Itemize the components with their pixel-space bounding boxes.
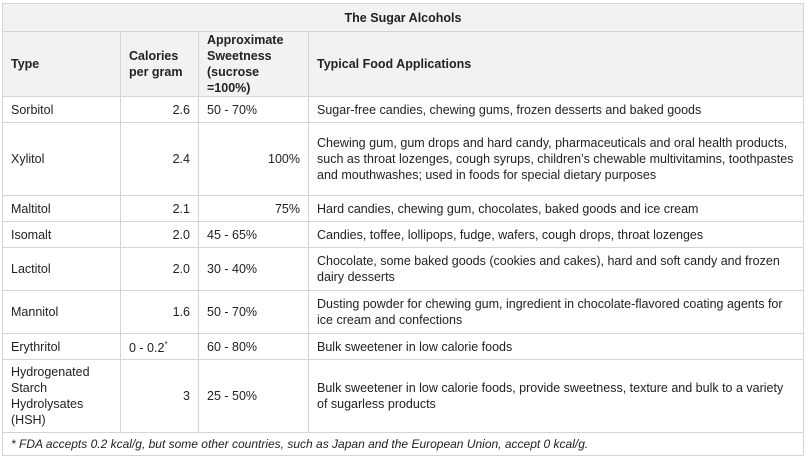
cell-sweetness: 50 - 70% — [199, 97, 309, 123]
cell-calories: 2.4 — [121, 123, 199, 196]
header-calories: Calories per gram — [121, 32, 199, 97]
table-row — [3, 360, 804, 433]
table-title: The Sugar Alcohols — [3, 4, 804, 32]
cell-sweetness: 45 - 65% — [199, 222, 309, 248]
cell-sweetness: 50 - 70% — [199, 291, 309, 334]
table-footnote-row — [3, 433, 804, 456]
table-header-row — [3, 32, 804, 97]
table-row — [3, 222, 804, 248]
table-row — [3, 196, 804, 222]
cell-applications: Chocolate, some baked goods (cookies and cakes), hard and soft candy and frozen dairy desserts — [309, 248, 804, 291]
table-row — [3, 97, 804, 123]
cell-type: Maltitol — [3, 196, 121, 222]
cell-sweetness: 60 - 80% — [199, 334, 309, 360]
footnote-marker: * — [164, 339, 168, 349]
calories-value: 0 - 0.2 — [129, 341, 165, 356]
cell-applications: Bulk sweetener in low calorie foods — [309, 334, 804, 360]
cell-calories: 2.0 — [121, 248, 199, 291]
table-title-row — [3, 4, 804, 32]
cell-applications: Chewing gum, gum drops and hard candy, pharmaceuticals and oral health products, such as throat lozenges, cough syrups, children’s chewable multivitamins, toothpastes and mouthwashes; used in foods for special dietary purposes — [309, 123, 804, 196]
table-row — [3, 334, 804, 360]
sugar-alcohols-table — [2, 3, 804, 456]
table-row — [3, 248, 804, 291]
cell-applications: Hard candies, chewing gum, chocolates, baked goods and ice cream — [309, 196, 804, 222]
cell-calories: 1.6 — [121, 291, 199, 334]
table-footnote: * FDA accepts 0.2 kcal/g, but some other countries, such as Japan and the European Union, accept 0 kcal/g. — [3, 433, 804, 456]
cell-type: Xylitol — [3, 123, 121, 196]
sugar-alcohols-table-container — [2, 3, 804, 456]
cell-calories: 2.1 — [121, 196, 199, 222]
header-applications: Typical Food Applications — [309, 32, 804, 97]
table-row — [3, 291, 804, 334]
cell-sweetness: 25 - 50% — [199, 360, 309, 433]
cell-applications: Candies, toffee, lollipops, fudge, wafers, cough drops, throat lozenges — [309, 222, 804, 248]
cell-calories: 2.6 — [121, 97, 199, 123]
cell-calories: 3 — [121, 360, 199, 433]
cell-applications: Dusting powder for chewing gum, ingredient in chocolate-flavored coating agents for ice cream and confections — [309, 291, 804, 334]
cell-type: Lactitol — [3, 248, 121, 291]
cell-sweetness: 100% — [199, 123, 309, 196]
cell-type: Hydrogenated Starch Hydrolysates (HSH) — [3, 360, 121, 433]
cell-sweetness: 75% — [199, 196, 309, 222]
cell-type: Mannitol — [3, 291, 121, 334]
cell-calories: 2.0 — [121, 222, 199, 248]
table-row — [3, 123, 804, 196]
cell-type: Sorbitol — [3, 97, 121, 123]
header-type: Type — [3, 32, 121, 97]
header-sweetness: Approximate Sweetness (sucrose =100%) — [199, 32, 309, 97]
cell-applications: Sugar-free candies, chewing gums, frozen desserts and baked goods — [309, 97, 804, 123]
cell-calories — [121, 334, 199, 360]
cell-type: Erythritol — [3, 334, 121, 360]
cell-applications: Bulk sweetener in low calorie foods, provide sweetness, texture and bulk to a variety of sugarless products — [309, 360, 804, 433]
cell-sweetness: 30 - 40% — [199, 248, 309, 291]
cell-type: Isomalt — [3, 222, 121, 248]
